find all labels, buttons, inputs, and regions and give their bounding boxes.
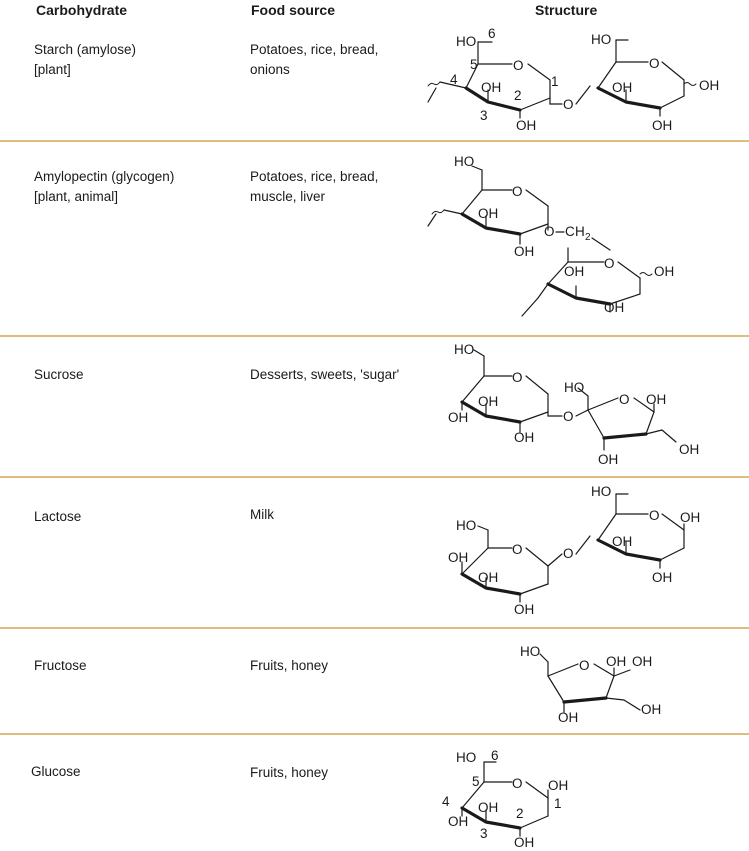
oh-label: OH [448,550,469,565]
pyranose-ring [462,350,562,432]
oh-label: OH [514,835,535,850]
oh-label: OH [514,244,535,259]
oh-label: OH [514,430,535,445]
glycosidic-oxygen-label: O [563,546,574,561]
food-source: Milk [250,507,274,522]
oh-label: OH [564,264,585,279]
oh-label: OH [680,510,701,525]
oh-label: OH [481,80,502,95]
oh-label: OH [606,654,627,669]
sucrose-structure [448,342,699,467]
oh-label: OH [514,602,535,617]
oh-label: OH [558,710,579,725]
subscript-label: 2 [585,232,591,243]
oh-label: OH [478,570,499,585]
glucose-structure [442,748,568,850]
oh-label: OH [612,80,633,95]
food-source: Potatoes, rice, bread, muscle, liver [250,169,379,204]
ho-label: HO [520,644,541,659]
position-number: 1 [551,74,559,89]
carbohydrate-name: Amylopectin (glycogen) [plant, animal] [34,169,175,204]
ring-oxygen-label: O [579,658,590,673]
ho-label: HO [456,518,477,533]
oh-label: OH [646,392,667,407]
position-number: 5 [472,774,480,789]
header-food-source: Food source [251,2,336,18]
food-source: Fruits, honey [250,765,329,780]
pyranose-ring [598,494,684,568]
food-source: Fruits, honey [250,658,329,673]
glycosidic-oxygen-label: O [563,409,574,424]
position-number: 6 [491,748,499,763]
ho-label: HO [454,154,475,169]
carbohydrate-name: Starch (amylose) [plant] [34,42,137,77]
oh-label: OH [516,118,537,133]
ho-label: HO [456,750,477,765]
fructose-structure [520,644,661,725]
ring-oxygen-label: O [604,256,615,271]
carbohydrate-name: Sucrose [34,367,84,382]
amylose-structure [428,26,719,133]
oh-label: OH [478,800,499,815]
oh-label: OH [652,118,673,133]
food-source: Desserts, sweets, 'sugar' [250,367,400,382]
oh-label: OH [652,570,673,585]
ring-oxygen-label: O [619,392,630,407]
ho-label: HO [456,34,477,49]
header-carbohydrate: Carbohydrate [36,2,128,18]
position-number: 4 [450,72,458,87]
glycosidic-oxygen-label: O [544,224,555,239]
oh-label: OH [448,410,469,425]
ring-oxygen-label: O [512,542,523,557]
ring-oxygen-label: O [513,58,524,73]
carbohydrate-name: Fructose [34,658,87,673]
ring-oxygen-label: O [512,184,523,199]
position-number: 1 [554,796,562,811]
oh-label: OH [598,452,619,467]
pyranose-ring [522,248,652,316]
carbon-label: C [565,224,575,239]
oh-label: OH [612,534,633,549]
oh-label: OH [641,702,662,717]
ring-oxygen-label: O [512,370,523,385]
position-number: 2 [516,806,524,821]
position-number: 4 [442,794,450,809]
oh-label: OH [679,442,700,457]
ring-oxygen-label: O [512,776,523,791]
hydrogen-label: H [575,224,585,239]
carbohydrate-name: Glucose [31,764,81,779]
ho-label: HO [454,342,475,357]
glycosidic-oxygen-label: O [563,97,574,112]
oh-label: OH [604,300,625,315]
position-number: 5 [470,57,478,72]
ring-oxygen-label: O [649,508,660,523]
position-number: 6 [488,26,496,41]
ho-label: HO [591,32,612,47]
oh-label: OH [632,654,653,669]
header-structure: Structure [535,2,598,18]
lactose-structure [448,484,700,617]
oh-label: OH [478,394,499,409]
oh-label: OH [699,78,720,93]
ho-label: HO [564,380,585,395]
pyranose-ring [462,526,562,602]
ring-oxygen-label: O [649,56,660,71]
position-number: 2 [514,88,522,103]
position-number: 3 [480,108,488,123]
oh-label: OH [448,814,469,829]
oh-label: OH [478,206,499,221]
carbohydrate-name: Lactose [34,509,82,524]
oh-label: OH [654,264,675,279]
oh-label: OH [548,778,569,793]
amylopectin-structure [428,154,674,316]
position-number: 3 [480,826,488,841]
ho-label: HO [591,484,612,499]
pyranose-ring [428,166,548,244]
food-source: Potatoes, rice, bread, onions [250,42,379,77]
pyranose-ring [598,40,696,116]
